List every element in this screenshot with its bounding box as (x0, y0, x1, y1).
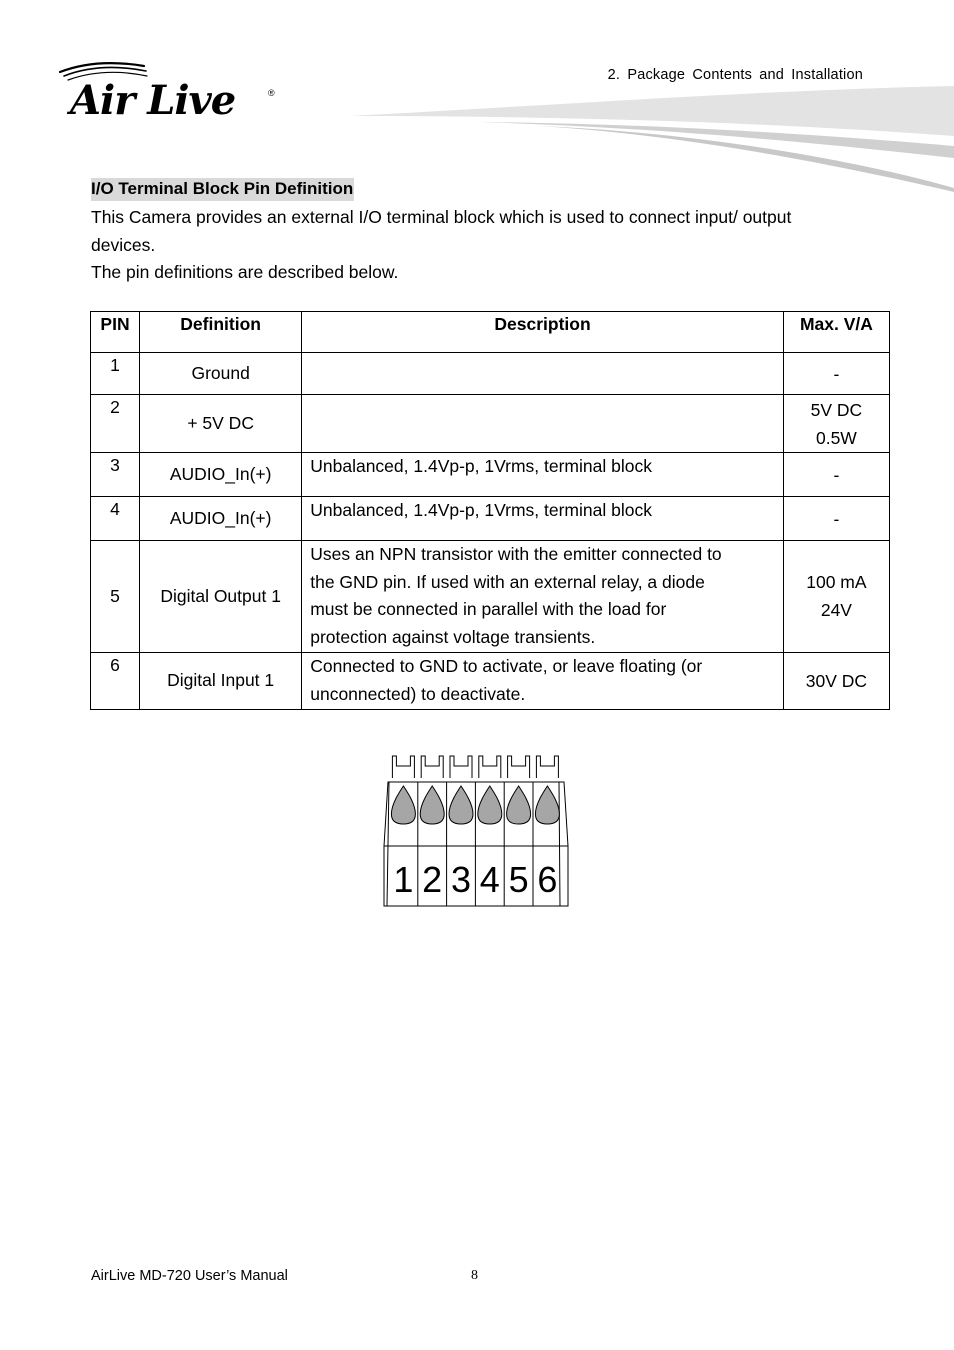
pin-description-line: must be connected in parallel with the load for (310, 599, 667, 620)
table-row (91, 453, 890, 497)
pin-definition: Digital Input 1 (140, 652, 302, 709)
intro-line: This Camera provides an external I/O terminal block which is used to connect input/ output (91, 207, 792, 227)
pin-max-line: 0.5W (815, 427, 857, 448)
pin-max-line: - (833, 508, 840, 529)
pin-definition: AUDIO_In(+) (140, 453, 302, 497)
footer-manual-title: AirLive MD-720 User’s Manual (91, 1268, 288, 1284)
pin-max (783, 652, 889, 709)
terminal-screw (507, 786, 531, 824)
pin-definition: Ground (140, 353, 302, 395)
table-row (91, 497, 890, 541)
table-row (91, 395, 890, 453)
pin-number: 6 (91, 652, 140, 709)
pin-max-line: - (833, 464, 840, 485)
terminal-pin-label: 2 (422, 859, 443, 900)
pin-description (302, 453, 784, 497)
column-header-definition: Definition (140, 312, 302, 353)
pin-number: 1 (91, 353, 140, 395)
terminal-clamp-tab (421, 756, 443, 778)
terminal-screw (449, 786, 473, 824)
pin-number: 2 (91, 395, 140, 453)
column-header-max: Max. V/A (783, 312, 889, 353)
section-heading: I/O Terminal Block Pin Definition (91, 178, 354, 201)
table-row (91, 541, 890, 653)
terminal-screw (420, 786, 444, 824)
terminal-clamp-tab (392, 756, 414, 778)
pin-max (783, 353, 889, 395)
table-row (91, 353, 890, 395)
pin-description-line: Unbalanced, 1.4Vp-p, 1Vrms, terminal block (310, 500, 652, 520)
terminal-clamp-tab (450, 756, 472, 778)
terminal-pin-label: 6 (537, 859, 558, 900)
logo-registered: ® (268, 88, 275, 98)
pin-max-line: 24V (820, 600, 852, 621)
intro-paragraph (91, 204, 881, 287)
intro-line: devices. (91, 234, 156, 255)
terminal-screw (478, 786, 502, 824)
terminal-clamp-tab (479, 756, 501, 778)
pin-max-line: 30V DC (805, 670, 868, 691)
pin-max-line: 5V DC (810, 399, 863, 420)
pin-max (783, 395, 889, 453)
airlive-logo (56, 56, 286, 126)
terminal-screw (391, 786, 415, 824)
logo-text: Air Live (70, 77, 236, 124)
pin-description-line: the GND pin. If used with an external relay, a diode (310, 571, 705, 592)
terminal-pin-label: 3 (450, 859, 472, 900)
pin-description (302, 652, 784, 709)
pin-description (302, 541, 784, 653)
column-header-pin: PIN (91, 312, 140, 353)
pin-description (302, 497, 784, 541)
pin-description-line: Unbalanced, 1.4Vp-p, 1Vrms, terminal block (310, 456, 652, 476)
section-label: 2. Package Contents and Installation (607, 67, 863, 83)
pin-definition: AUDIO_In(+) (140, 497, 302, 541)
pin-definition: + 5V DC (140, 395, 302, 453)
pin-description (302, 395, 784, 453)
pin-description-line: protection against voltage transients. (310, 627, 596, 648)
terminal-pin-label: 4 (479, 859, 500, 900)
pin-max (783, 497, 889, 541)
header-swoosh (340, 84, 954, 194)
pin-description-line: Uses an NPN transistor with the emitter connected to (310, 544, 722, 564)
terminal-block-diagram (378, 752, 570, 910)
table-header-row (91, 312, 890, 353)
pin-max (783, 453, 889, 497)
terminal-pin-label: 5 (508, 859, 529, 900)
pin-definition: Digital Output 1 (140, 541, 302, 653)
terminal-pin-label: 1 (393, 859, 414, 900)
pin-max-line: 100 mA (806, 572, 867, 593)
pin-number: 3 (91, 453, 140, 497)
pin-description-line: unconnected) to deactivate. (310, 683, 526, 704)
footer-page-number: 8 (471, 1268, 478, 1283)
terminal-clamp-tab (536, 756, 558, 778)
pin-max-line: - (833, 363, 840, 384)
terminal-screw (535, 786, 559, 824)
pin-max (783, 541, 889, 653)
pin-description (302, 353, 784, 395)
pin-description-line: Connected to GND to activate, or leave floating (or (310, 655, 703, 676)
table-row (91, 652, 890, 709)
pin-number: 4 (91, 497, 140, 541)
pin-number: 5 (91, 541, 140, 653)
pin-definition-table (90, 311, 890, 710)
intro-line: The pin definitions are described below. (91, 262, 399, 282)
column-header-description: Description (302, 312, 784, 353)
terminal-clamp-tab (508, 756, 530, 778)
